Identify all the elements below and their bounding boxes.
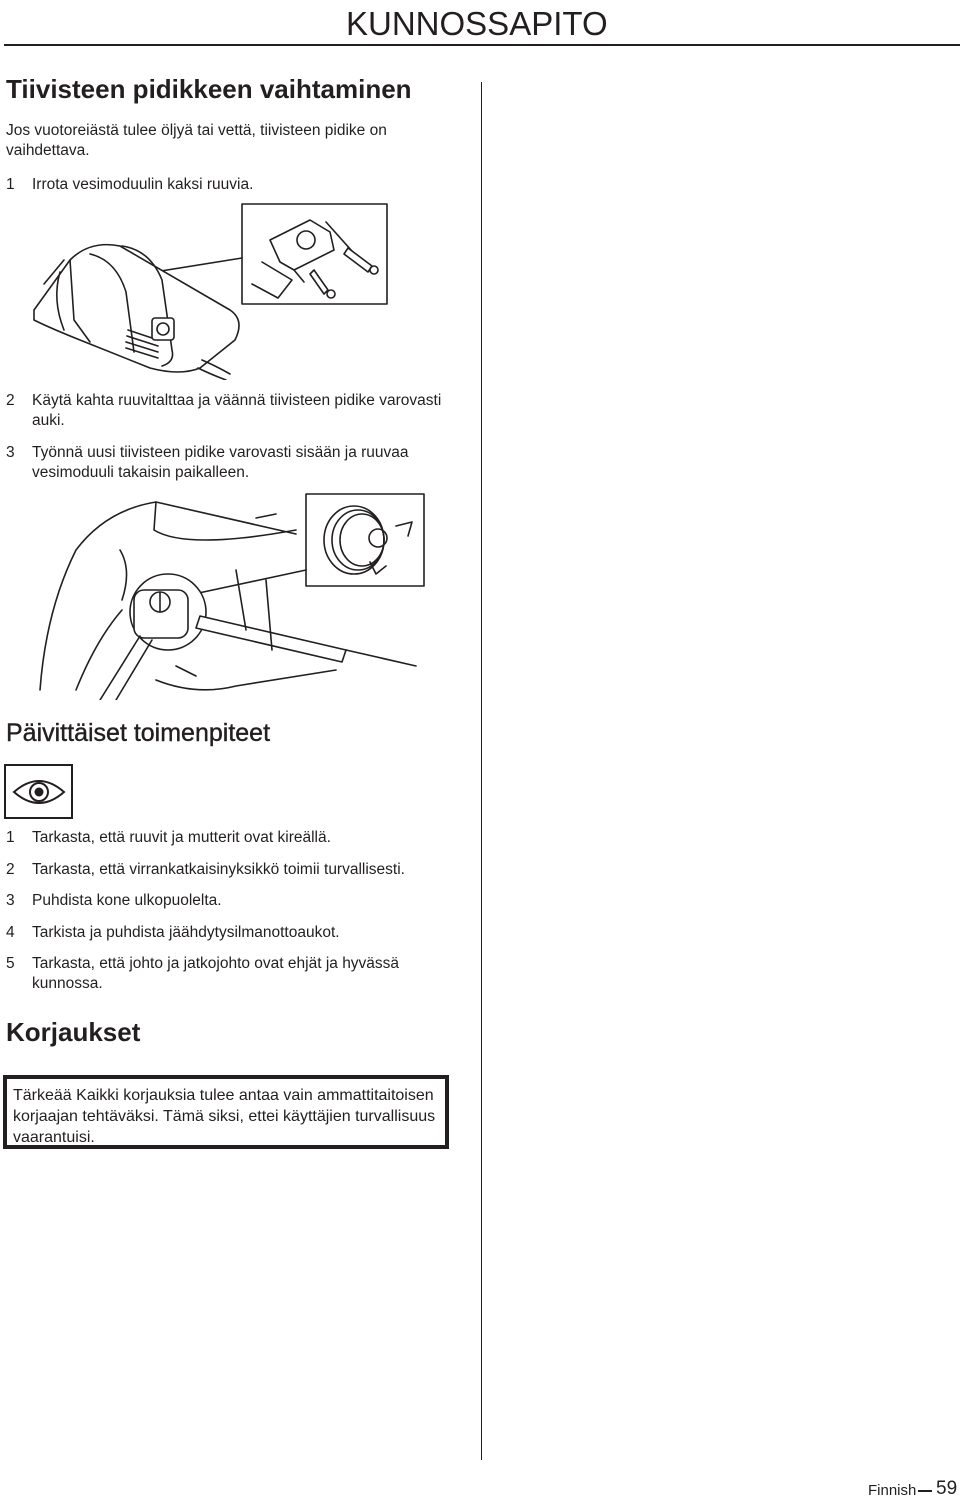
section-title-seal-holder: Tiivisteen pidikkeen vaihtaminen [6,74,412,104]
seal-holder-removal-illustration [36,490,432,700]
section-title-repairs: Korjaukset [6,1017,141,1047]
step-item [6,391,456,431]
footer-dash [918,1490,932,1492]
daily-item-text: Tarkasta, että johto ja jatkojohto ovat ehjät ja hyvässä kunnossa. [32,955,400,992]
daily-item-text: Puhdista kone ulkopuolelta. [32,892,222,909]
page-header-title: KUNNOSSAPITO [346,5,608,42]
daily-item-number: 5 [6,955,15,972]
eye-icon [4,764,74,820]
daily-item [6,954,456,994]
important-notice-text: Tärkeää Kaikki korjauksia tulee antaa vain ammattitaitoisen korjaajan tehtäväksi. Tämä siksi, ettei käyttäjien turvallisuus vaarantuisi. [13,1087,436,1146]
header-rule [4,44,960,46]
daily-item-number: 2 [6,861,15,878]
daily-item-number: 4 [6,924,15,941]
step-number: 3 [6,444,15,461]
footer-language: Finnish [868,1482,917,1499]
daily-item-text: Tarkasta, että ruuvit ja mutterit ovat kireällä. [32,829,331,846]
step-number: 1 [6,176,15,193]
step-item [6,175,456,195]
important-notice-box [3,1075,449,1149]
daily-item-number: 3 [6,892,15,909]
step-text: Irrota vesimoduulin kaksi ruuvia. [32,176,254,193]
daily-item [6,891,456,911]
section-title-daily-maintenance: Päivittäiset toimenpiteet [6,719,271,747]
step-text: Käytä kahta ruuvitalttaa ja väännä tiivisteen pidike varovasti auki. [32,392,442,429]
step-number: 2 [6,392,15,409]
daily-item-text: Tarkista ja puhdista jäähdytysilmanottoaukot. [32,924,340,941]
step-text: Työnnä uusi tiivisteen pidike varovasti sisään ja ruuvaa vesimoduuli takaisin paikalleen. [32,444,409,481]
daily-item [6,828,456,848]
water-module-screws-illustration [30,200,392,380]
daily-item-number: 1 [6,829,15,846]
step-item [6,443,456,483]
column-divider [481,82,482,1460]
page-number: 59 [936,1478,958,1499]
daily-item [6,860,456,880]
daily-item [6,923,456,943]
daily-item-text: Tarkasta, että virrankatkaisinyksikkö toimii turvallisesti. [32,861,405,878]
section-intro: Jos vuotoreiästä tulee öljyä tai vettä, tiivisteen pidike on vaihdettava. [6,122,387,159]
